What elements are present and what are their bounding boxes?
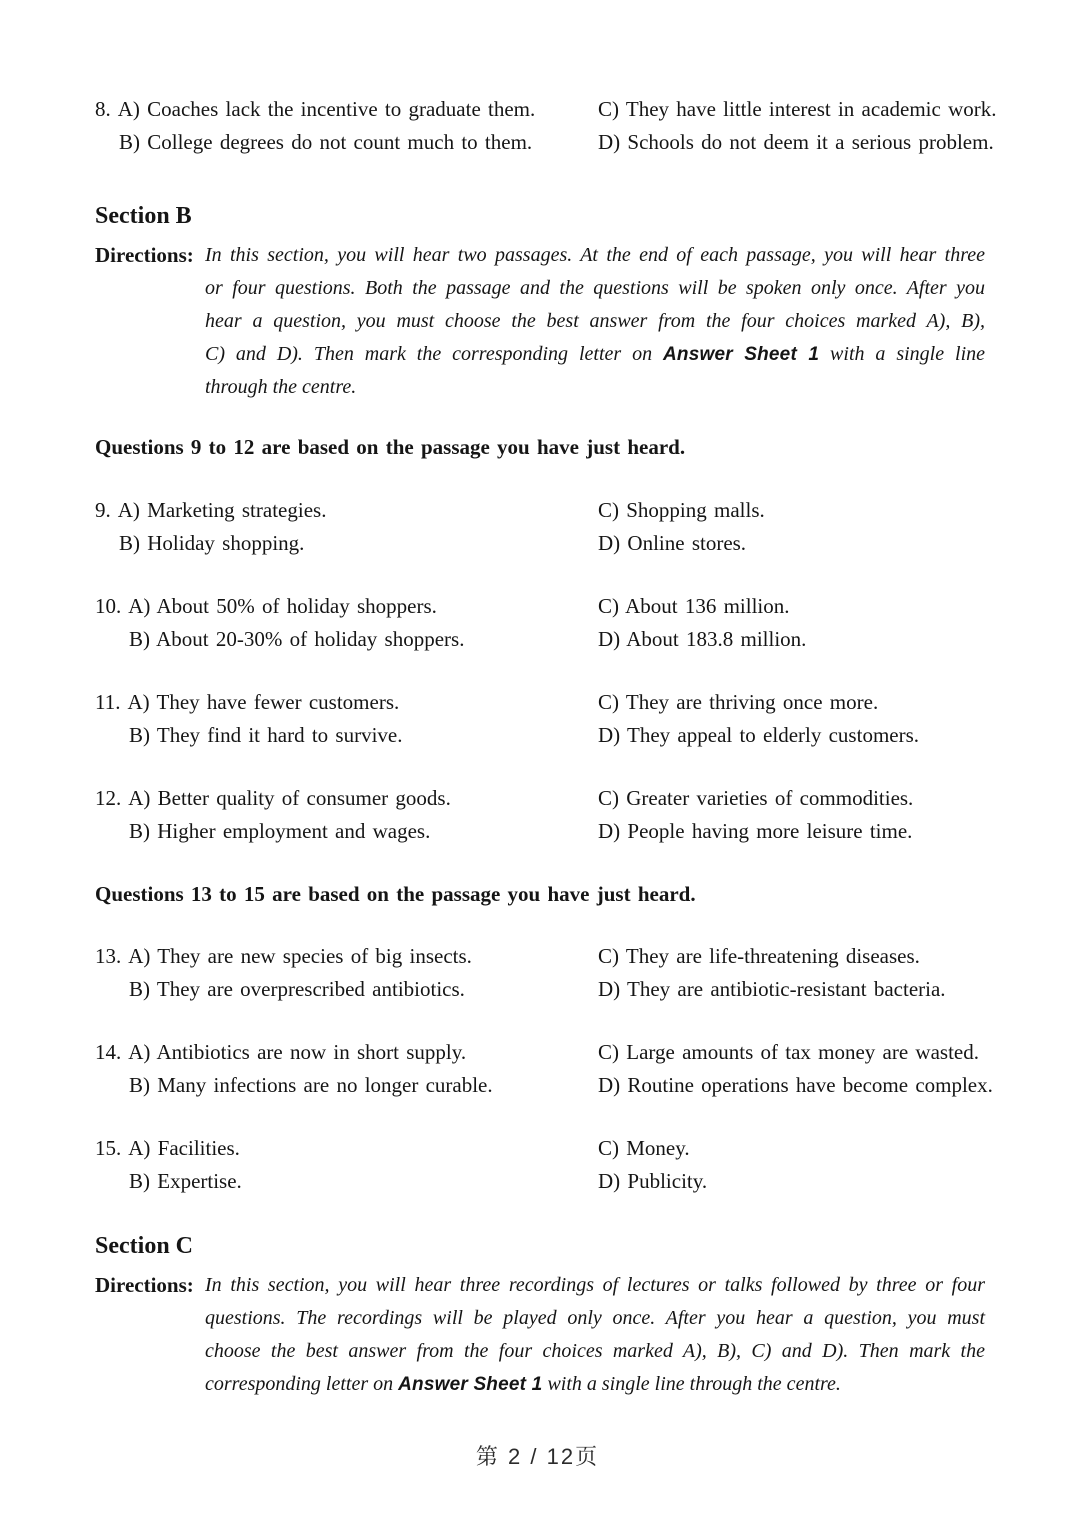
- option-c: C) Shopping malls.: [598, 498, 765, 522]
- question-13-left-column: [95, 940, 598, 1006]
- question-14-right-column: [598, 1036, 993, 1102]
- question-8-option-a-line: [95, 93, 598, 126]
- option-b: B) They are overprescribed antibiotics.: [129, 977, 465, 1001]
- option-a: A) They have fewer customers.: [127, 690, 400, 714]
- option-d: D) Online stores.: [598, 531, 747, 555]
- question-number: 9.: [95, 498, 111, 522]
- option-b: B) Higher employment and wages.: [129, 819, 431, 843]
- directions-line: [205, 338, 985, 371]
- option-b: B) They find it hard to survive.: [129, 723, 403, 747]
- directions-line: or four questions. Both the passage and the questions will be spoken only once. After you: [205, 277, 985, 299]
- option-d: D) People having more leisure time.: [598, 819, 913, 843]
- section-c-title: Section C: [95, 1233, 193, 1259]
- question-number: 8.: [95, 97, 111, 121]
- directions-line: [205, 1368, 985, 1401]
- option-b: B) College degrees do not count much to them.: [119, 130, 533, 154]
- question-number: 13.: [95, 944, 122, 968]
- question-9-right-column: [598, 494, 985, 560]
- question-number: 14.: [95, 1040, 122, 1064]
- question-number: 11.: [95, 690, 121, 714]
- question-13: [95, 940, 985, 1006]
- directions-line: In this section, you will hear three recordings of lectures or talks followed by three or four: [205, 1274, 985, 1296]
- question-14-option-a-line: [95, 1036, 598, 1069]
- question-15-option-a-line: [95, 1132, 598, 1165]
- section-c-directions: [95, 1269, 985, 1401]
- option-d: D) They are antibiotic-resistant bacteria.: [598, 977, 946, 1001]
- question-12-right-column: [598, 782, 985, 848]
- page-content: [95, 93, 997, 1401]
- option-d: D) Schools do not deem it a serious problem.: [598, 130, 994, 154]
- option-b: B) Expertise.: [129, 1169, 242, 1193]
- option-c: C) Money.: [598, 1136, 690, 1160]
- answer-sheet-label: Answer Sheet 1: [398, 1374, 543, 1395]
- directions-line: In this section, you will hear two passages. At the end of each passage, you will hear three: [205, 244, 985, 266]
- question-10-option-a-line: [95, 590, 598, 623]
- directions-line: hear a question, you must choose the best answer from the four choices marked A), B),: [205, 310, 985, 332]
- option-c: C) About 136 million.: [598, 594, 790, 618]
- question-9-left-column: [95, 494, 598, 560]
- option-d: D) Publicity.: [598, 1169, 708, 1193]
- question-15-left-column: [95, 1132, 598, 1198]
- directions-line: questions. The recordings will be played only once. After you hear a question, you must: [205, 1307, 985, 1329]
- question-11: [95, 686, 985, 752]
- option-c: C) Greater varieties of commodities.: [598, 786, 914, 810]
- question-12: [95, 782, 985, 848]
- section-b-title: Section B: [95, 203, 192, 229]
- question-number: 15.: [95, 1136, 122, 1160]
- question-8: [95, 93, 997, 159]
- question-10-right-column: [598, 590, 985, 656]
- option-a: A) Marketing strategies.: [117, 498, 327, 522]
- option-a: A) Coaches lack the incentive to graduate them.: [117, 97, 536, 121]
- question-number: 12.: [95, 786, 122, 810]
- question-9: [95, 494, 985, 560]
- option-a: A) About 50% of holiday shoppers.: [128, 594, 437, 618]
- question-13-right-column: [598, 940, 985, 1006]
- directions-label: Directions:: [95, 243, 194, 267]
- option-c: C) They have little interest in academic work.: [598, 97, 997, 121]
- directions-text: with a single line through the centre.: [542, 1373, 841, 1395]
- directions-text: with a single line: [819, 343, 986, 365]
- option-d: D) Routine operations have become complex.: [598, 1073, 993, 1097]
- question-15-right-column: [598, 1132, 985, 1198]
- option-b: B) Many infections are no longer curable.: [129, 1073, 493, 1097]
- option-a: A) Antibiotics are now in short supply.: [128, 1040, 467, 1064]
- answer-sheet-label: Answer Sheet 1: [663, 344, 820, 365]
- directions-label: Directions:: [95, 1273, 194, 1297]
- question-14: [95, 1036, 993, 1102]
- question-15: [95, 1132, 985, 1198]
- option-c: C) They are thriving once more.: [598, 690, 879, 714]
- page-number: 第 2 / 12页: [475, 1444, 600, 1469]
- question-12-option-a-line: [95, 782, 598, 815]
- question-10: [95, 590, 985, 656]
- option-d: D) About 183.8 million.: [598, 627, 807, 651]
- question-8-right-column: [598, 93, 996, 159]
- question-8-left-column: [95, 93, 598, 159]
- option-b: B) Holiday shopping.: [119, 531, 305, 555]
- option-a: A) They are new species of big insects.: [128, 944, 472, 968]
- option-d: D) They appeal to elderly customers.: [598, 723, 920, 747]
- question-11-right-column: [598, 686, 985, 752]
- directions-text: C) and D). Then mark the corresponding letter on: [205, 343, 663, 365]
- directions-line: through the centre.: [205, 376, 357, 398]
- directions-text: corresponding letter on: [205, 1373, 399, 1395]
- group2-heading: Questions 13 to 15 are based on the passage you have just heard.: [95, 882, 696, 906]
- option-b: B) About 20-30% of holiday shoppers.: [129, 627, 465, 651]
- question-11-left-column: [95, 686, 598, 752]
- group1-heading: Questions 9 to 12 are based on the passage you have just heard.: [95, 435, 686, 459]
- question-13-option-a-line: [95, 940, 598, 973]
- directions-line: choose the best answer from the four choices marked A), B), C) and D). Then mark the: [205, 1340, 985, 1362]
- option-a: A) Facilities.: [128, 1136, 240, 1160]
- question-number: 10.: [95, 594, 122, 618]
- question-10-left-column: [95, 590, 598, 656]
- section-b-directions: [95, 239, 985, 404]
- option-c: C) Large amounts of tax money are wasted.: [598, 1040, 979, 1064]
- option-a: A) Better quality of consumer goods.: [128, 786, 451, 810]
- option-c: C) They are life-threatening diseases.: [598, 944, 920, 968]
- question-12-left-column: [95, 782, 598, 848]
- question-11-option-a-line: [95, 686, 598, 719]
- question-9-option-a-line: [95, 494, 598, 527]
- question-14-left-column: [95, 1036, 598, 1102]
